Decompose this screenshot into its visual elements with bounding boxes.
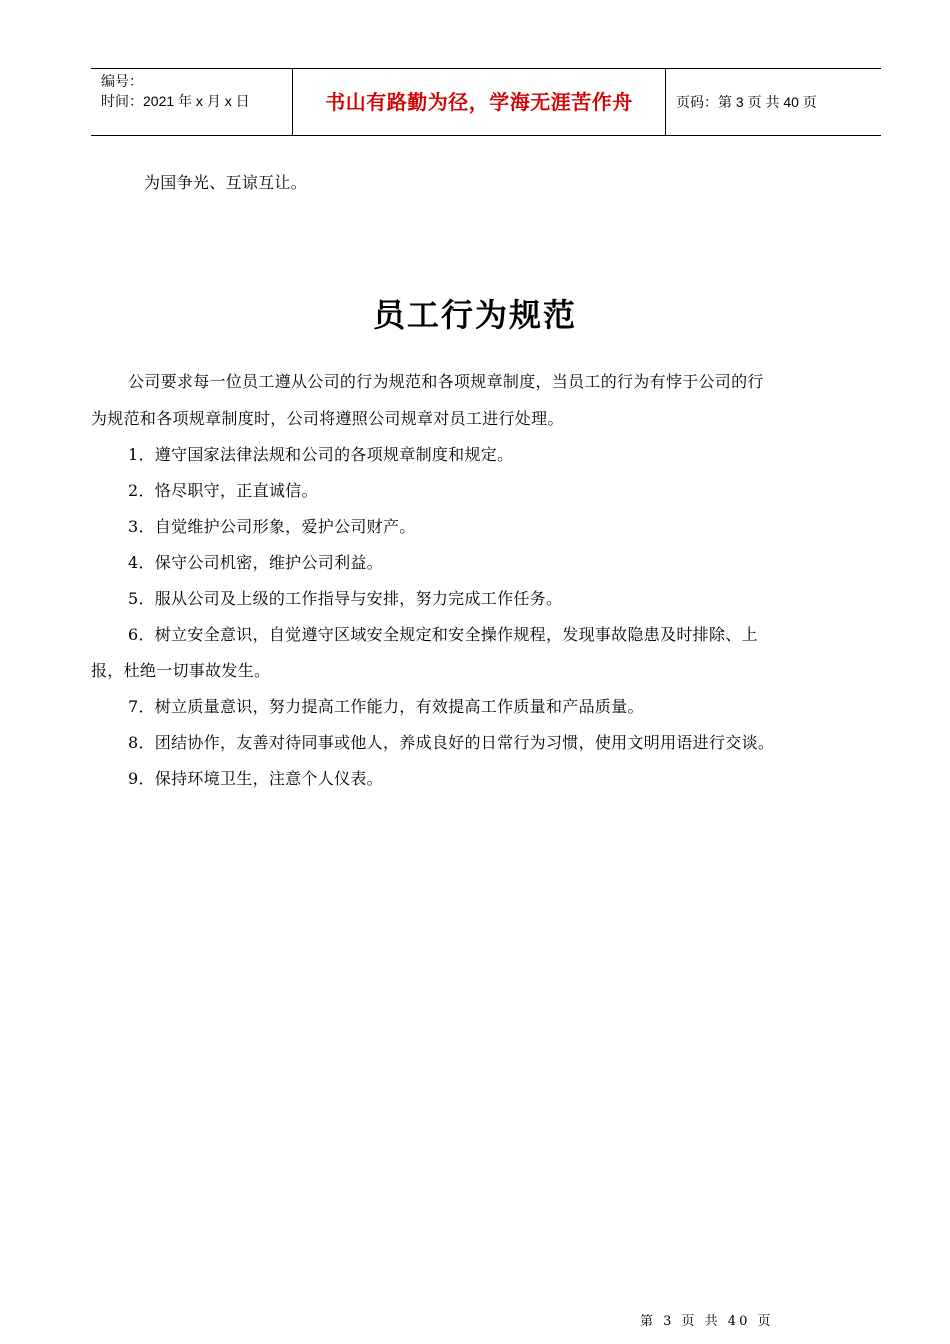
document-header: [91, 68, 881, 136]
rule-item-9: 9．保持环境卫生，注意个人仪表。: [128, 769, 383, 788]
header-number-label: 编号：: [101, 73, 143, 89]
continuation-text: 为国争光、互谅互让。: [144, 173, 308, 192]
header-motto: 书山有路勤为径，学海无涯苦作舟: [325, 90, 633, 114]
header-time-line: 时间：2021 年 x 月 x 日: [101, 93, 250, 109]
rule-item-1: 1．遵守国家法律法规和公司的各项规章制度和规定。: [128, 445, 514, 464]
rule-item-6: 6．树立安全意识，自觉遵守区域安全规定和安全操作规程，发现事故隐患及时排除、上: [128, 625, 758, 644]
rule-item-2: 2．恪尽职守，正直诚信。: [128, 481, 318, 500]
intro-line-1: 公司要求每一位员工遵从公司的行为规范和各项规章制度，当员工的行为有悖于公司的行: [128, 372, 764, 391]
rule-item-4: 4．保守公司机密，维护公司利益。: [128, 553, 383, 572]
rule-item-7: 7．树立质量意识，努力提高工作能力，有效提高工作质量和产品质量。: [128, 697, 644, 716]
header-meta-cell: [91, 69, 293, 135]
intro-line-2: 为规范和各项规章制度时，公司将遵照公司规章对员工进行处理。: [91, 409, 564, 428]
rule-item-8: 8．团结协作，友善对待同事或他人，养成良好的日常行为习惯，使用文明用语进行交谈。: [128, 733, 775, 752]
page-footer: 第 3 页 共 40 页: [640, 1314, 774, 1329]
section-title: 员工行为规范: [372, 296, 577, 334]
header-page-info: 页码：第 3 页 共 40 页: [676, 94, 817, 110]
header-motto-cell: [293, 69, 666, 135]
rule-item-3: 3．自觉维护公司形象，爱护公司财产。: [128, 517, 416, 536]
rule-item-5: 5．服从公司及上级的工作指导与安排，努力完成工作任务。: [128, 589, 563, 608]
rule-item-6-continued: 报，杜绝一切事故发生。: [91, 661, 271, 680]
header-page-cell: [666, 69, 881, 135]
